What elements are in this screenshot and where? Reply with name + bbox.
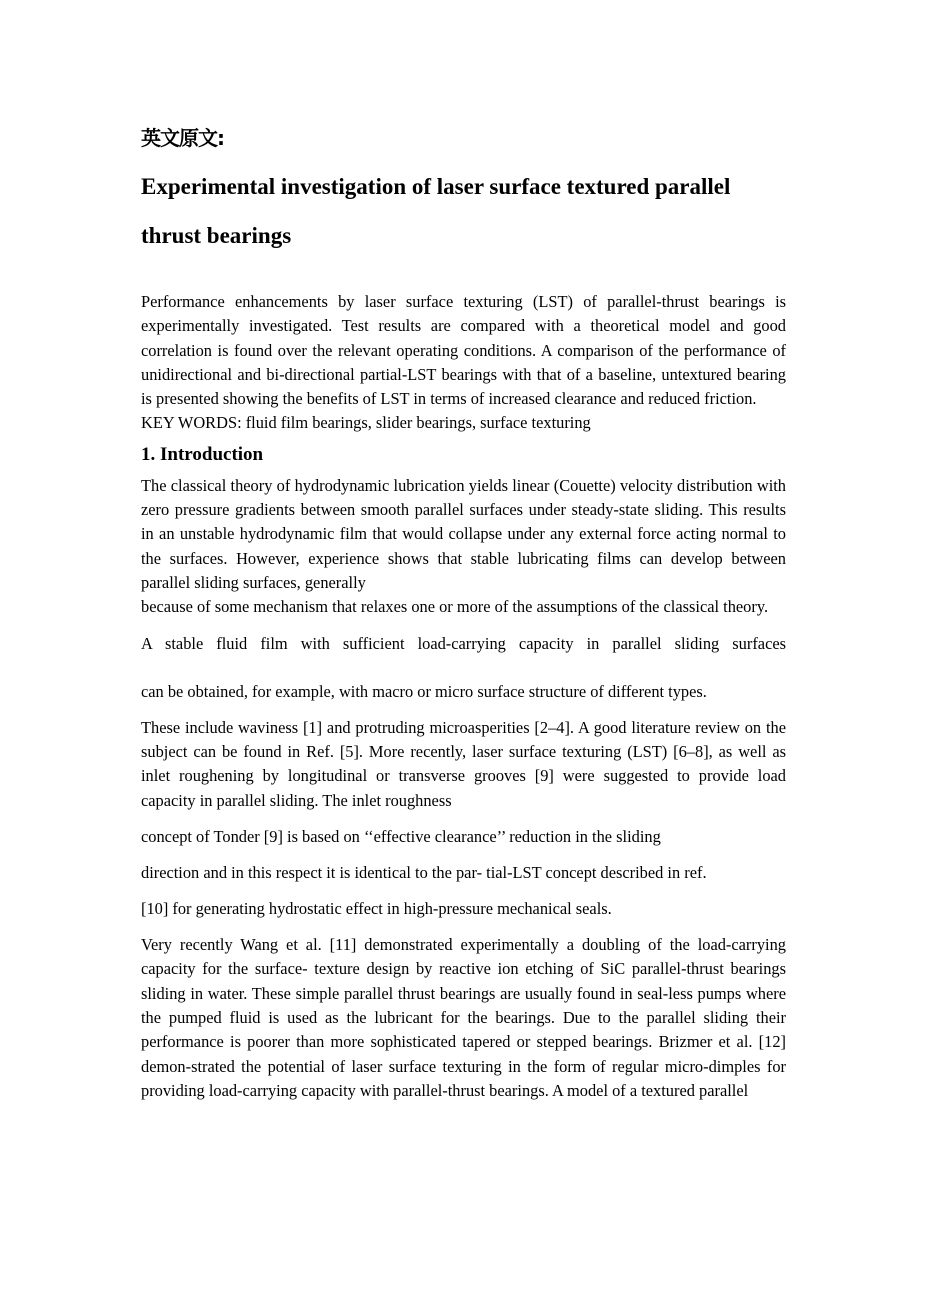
intro-paragraph-2-line-1: A stable fluid film with sufficient load-carrying capacity in parallel sliding surfaces [141,633,786,653]
intro-paragraph-3: These include waviness [1] and protruding microasperities [2–4]. A good literature review on the subject can be found in Ref. [5]. More recently, laser surface texturing (LST) [6–8], as well as inlet roughening by longitudinal or transverse grooves [9] were suggested to provide load capacity in parallel sliding. The inlet roughness [141,717,786,810]
intro-paragraph-4: Very recently Wang et al. [11] demonstrated experimentally a doubling of the load-carrying capacity for the surface- texture design by reactive ion etching of SiC parallel-thrust bearings sliding in water. These simple parallel thrust bearings are usually found in seal-less pumps where the pumped fluid is used as the lubricant for the bearings. Due to the parallel sliding their performance is poorer than more sophisticated tapered or stepped bearings. Brizmer et al. [12] demon-strated the potential of laser surface texturing in the form of regular micro-dimples for providing load-carrying capacity with parallel-thrust bearings. A model of a textured parallel [141,935,786,1100]
intro-paragraph-3-line-c: direction and in this respect it is identical to the par- tial-LST concept described in ref. [141,863,707,883]
keywords: KEY WORDS: fluid film bearings, slider bearings, surface texturing [141,413,591,433]
intro-paragraph-1: The classical theory of hydrodynamic lubrication yields linear (Couette) velocity distribution with zero pressure gradients between smooth parallel surfaces under steady-state sliding. This results in an unstable hydrodynamic film that would collapse under any external force acting normal to the surfaces. However, experience shows that stable lubricating films can develop between parallel sliding surfaces, generally [141,475,786,592]
document-page [141,118,786,1103]
section-heading: 1. Introduction [141,443,264,465]
abstract-text: Performance enhancements by laser surface texturing (LST) of parallel-thrust bearings is experimentally investigated. Test results are compared with a theoretical model and good correlation is found over the relevant operating conditions. A comparison of the performance of unidirectional and bi-directional partial-LST bearings with that of a baseline, untextured bearing is presented showing the benefits of LST in terms of increased clearance and reduced friction. [141,292,786,409]
intro-paragraph-3-line-d: [10] for generating hydrostatic effect in high-pressure mechanical seals. [141,899,612,919]
intro-paragraph-2-line-2: can be obtained, for example, with macro or micro surface structure of different types. [141,681,707,701]
intro-paragraph-3-line-b: concept of Tonder [9] is based on ‘‘effective clearance’’ reduction in the sliding [141,827,661,847]
intro-paragraph-1-end: because of some mechanism that relaxes one or more of the assumptions of the classical theory. [141,597,769,617]
paper-title: Experimental investigation of laser surface textured parallel thrust bearings [141,174,731,248]
chinese-label: 英文原文: [141,126,224,150]
